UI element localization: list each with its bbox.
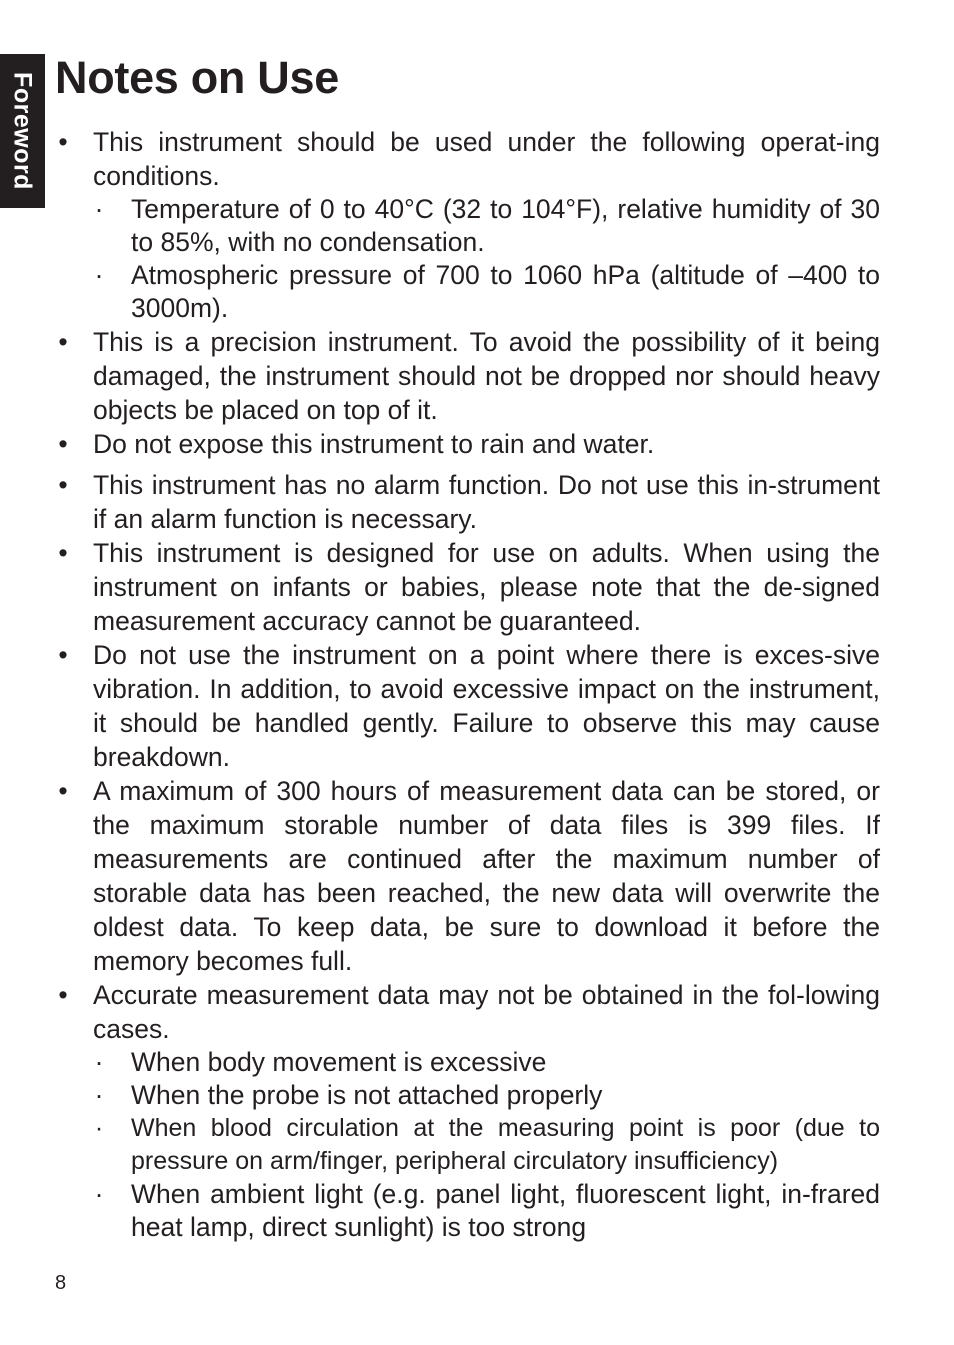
sub-item-text: When body movement is excessive [131, 1047, 547, 1077]
note-text: Accurate measurement data may not be obtained in the fol-lowing cases. [93, 980, 880, 1044]
notes-list [58, 125, 880, 1244]
note-text: A maximum of 300 hours of measurement data can be stored, or the maximum storable number of data files is 399 files. If measurements are continued after the maximum number of storable data has been reached, the new data will overwrite the oldest data. To keep data, be sure to download it before the memory becomes full. [93, 776, 880, 976]
note-text: This instrument is designed for use on adults. When using the instrument on infants or babies, please note that the de-signed measurement accuracy cannot be guaranteed. [93, 538, 880, 636]
sub-bullet-icon: · [94, 1114, 104, 1142]
note-no-alarm [58, 468, 880, 536]
note-text: This instrument should be used under the following operat-ing conditions. [93, 127, 880, 191]
operating-conditions-list [93, 193, 880, 325]
note-data-storage [58, 774, 880, 978]
bullet-icon: • [58, 470, 68, 500]
note-text: This is a precision instrument. To avoid the possibility of it being damaged, the instrument should not be dropped nor should heavy objects be placed on top of it. [93, 327, 880, 425]
sub-item-text: When ambient light (e.g. panel light, fluorescent light, in-frared heat lamp, direct sunlight) is too strong [131, 1179, 880, 1242]
note-text: Do not expose this instrument to rain and water. [93, 429, 655, 459]
sub-item-ambient-light [94, 1178, 880, 1244]
sub-item-text: Atmospheric pressure of 700 to 1060 hPa (altitude of –400 to 3000m). [131, 260, 880, 323]
sub-item-temperature [94, 193, 880, 259]
bullet-icon: • [58, 327, 68, 357]
sub-bullet-icon: · [94, 1080, 104, 1110]
note-rain-water [58, 427, 880, 461]
sub-item-text: Temperature of 0 to 40°C (32 to 104°F), relative humidity of 30 to 85%, with no condensation. [131, 194, 880, 257]
note-text: Do not use the instrument on a point where there is exces-sive vibration. In addition, to avoid excessive impact on the instrument, it should be handled gently. Failure to observe this may cause breakdown. [93, 640, 880, 772]
note-precision [58, 325, 880, 427]
section-tab-label: Foreword [8, 72, 37, 190]
bullet-icon: • [58, 538, 68, 568]
sub-bullet-icon: · [94, 194, 104, 224]
note-vibration [58, 638, 880, 774]
page-number: 8 [55, 1272, 67, 1294]
note-adults [58, 536, 880, 638]
sub-bullet-icon: · [94, 260, 104, 290]
accuracy-cases-list [93, 1046, 880, 1244]
bullet-icon: • [58, 429, 68, 459]
sub-item-circulation [94, 1112, 880, 1178]
sub-bullet-icon: · [94, 1047, 104, 1077]
bullet-icon: • [58, 640, 68, 670]
bullet-icon: • [58, 980, 68, 1010]
sub-item-text: When blood circulation at the measuring point is poor (due to pressure on arm/finger, peripheral circulatory insufficiency) [131, 1114, 880, 1175]
bullet-icon: • [58, 776, 68, 806]
sub-bullet-icon: · [94, 1179, 104, 1209]
sub-item-probe [94, 1079, 880, 1112]
note-text: This instrument has no alarm function. Do not use this in-strument if an alarm function is necessary. [93, 470, 880, 534]
bullet-icon: • [58, 127, 68, 157]
sub-item-body-movement [94, 1046, 880, 1079]
page-title: Notes on Use [55, 52, 339, 103]
note-operating-conditions [58, 125, 880, 325]
sub-item-text: When the probe is not attached properly [131, 1080, 603, 1110]
note-accuracy-cases [58, 978, 880, 1244]
sub-item-pressure [94, 259, 880, 325]
